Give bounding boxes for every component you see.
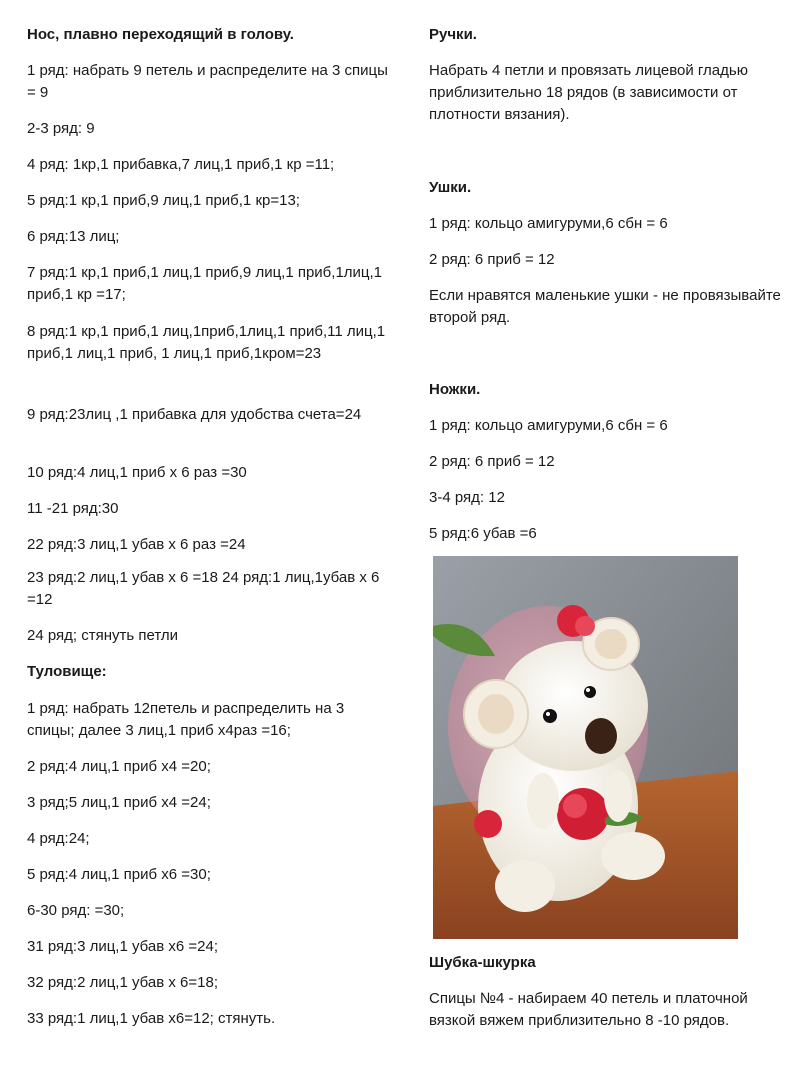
toy-photo [433, 556, 738, 939]
nose-row-8: 9 ряд:23лиц ,1 прибавка для удобства счета=24 [27, 406, 362, 423]
handles-text: Набрать 4 петли и провязать лицевой гладью приблизительно 18 рядов (в зависимости от плотности вязания). [429, 62, 748, 123]
legs-row-4: 5 ряд:6 убав =6 [429, 525, 537, 542]
mouse-nose [585, 718, 617, 754]
body-row-8: 32 ряд:2 лиц,1 убав х 6=18; [27, 974, 218, 991]
hand-flower-petal [563, 794, 587, 818]
legs-row-1: 1 ряд: кольцо амигуруми,6 сбн = 6 [429, 417, 668, 434]
nose-row-12: 23 ряд:2 лиц,1 убав х 6 =18 24 ряд:1 лиц,1убав х 6 =12 [27, 569, 380, 608]
nose-heading: Нос, плавно переходящий в голову. [27, 26, 294, 43]
eye-highlight [546, 712, 550, 716]
head-flower-petal [575, 616, 595, 636]
legs-row-3: 3-4 ряд: 12 [429, 489, 505, 506]
mouse-left-eye [543, 709, 557, 723]
body-row-2: 2 ряд:4 лиц,1 приб х4 =20; [27, 758, 211, 775]
coat-heading: Шубка-шкурка [429, 954, 536, 971]
nose-row-13: 24 ряд; стянуть петли [27, 627, 179, 644]
mouse-right-eye [584, 686, 596, 698]
coat-text: Спицы №4 - набираем 40 петель и платочной вязкой вяжем приблизительно 8 -10 рядов. [429, 990, 748, 1029]
mouse-left-arm [527, 773, 559, 829]
eye-highlight [586, 688, 590, 692]
body-row-7: 31 ряд:3 лиц,1 убав х6 =24; [27, 938, 218, 955]
body-row-1: 1 ряд: набрать 12петель и распределить на 3 спицы; далее 3 лиц,1 приб х4раз =16; [27, 700, 345, 739]
nose-row-3: 4 ряд: 1кр,1 прибавка,7 лиц,1 приб,1 кр =11; [27, 156, 335, 173]
nose-row-4: 5 ряд:1 кр,1 приб,9 лиц,1 приб,1 кр=13; [27, 192, 300, 209]
mouse-right-foot [601, 832, 665, 880]
legs-heading: Ножки. [429, 381, 481, 398]
mouse-right-ear-inner [595, 629, 627, 659]
body-row-6: 6-30 ряд: =30; [27, 902, 125, 919]
ears-row-2: 2 ряд: 6 приб = 12 [429, 251, 555, 268]
body-row-5: 5 ряд:4 лиц,1 приб х6 =30; [27, 866, 211, 883]
mouse-right-arm [604, 770, 632, 822]
mouse-left-foot [495, 860, 555, 912]
legs-row-2: 2 ряд: 6 приб = 12 [429, 453, 555, 470]
nose-row-5: 6 ряд:13 лиц; [27, 228, 120, 245]
nose-row-9: 10 ряд:4 лиц,1 приб х 6 раз =30 [27, 464, 247, 481]
nose-row-7: 8 ряд:1 кр,1 приб,1 лиц,1приб,1лиц,1 приб,11 лиц,1 приб,1 лиц,1 приб, 1 лиц,1 приб,1кром=23 [27, 323, 386, 362]
side-flower [474, 810, 502, 838]
handles-heading: Ручки. [429, 26, 477, 43]
body-row-9: 33 ряд:1 лиц,1 убав х6=12; стянуть. [27, 1010, 276, 1027]
nose-row-11: 22 ряд:3 лиц,1 убав х 6 раз =24 [27, 536, 246, 553]
ears-row-1: 1 ряд: кольцо амигуруми,6 сбн = 6 [429, 215, 668, 232]
nose-row-6: 7 ряд:1 кр,1 приб,1 лиц,1 приб,9 лиц,1 приб,1лиц,1 приб,1 кр =17; [27, 264, 383, 303]
body-row-4: 4 ряд:24; [27, 830, 90, 847]
nose-row-1: 1 ряд: набрать 9 петель и распределите на 3 спицы = 9 [27, 62, 388, 101]
ears-note: Если нравятся маленькие ушки - не провязывайте второй ряд. [429, 287, 781, 326]
knitted-mouse-illustration [433, 556, 738, 939]
mouse-left-ear-inner [478, 694, 514, 734]
body-heading: Туловище: [27, 663, 107, 680]
ears-heading: Ушки. [429, 179, 472, 196]
nose-row-2: 2-3 ряд: 9 [27, 120, 95, 137]
body-row-3: 3 ряд;5 лиц,1 приб х4 =24; [27, 794, 211, 811]
nose-row-10: 11 -21 ряд:30 [27, 500, 119, 517]
